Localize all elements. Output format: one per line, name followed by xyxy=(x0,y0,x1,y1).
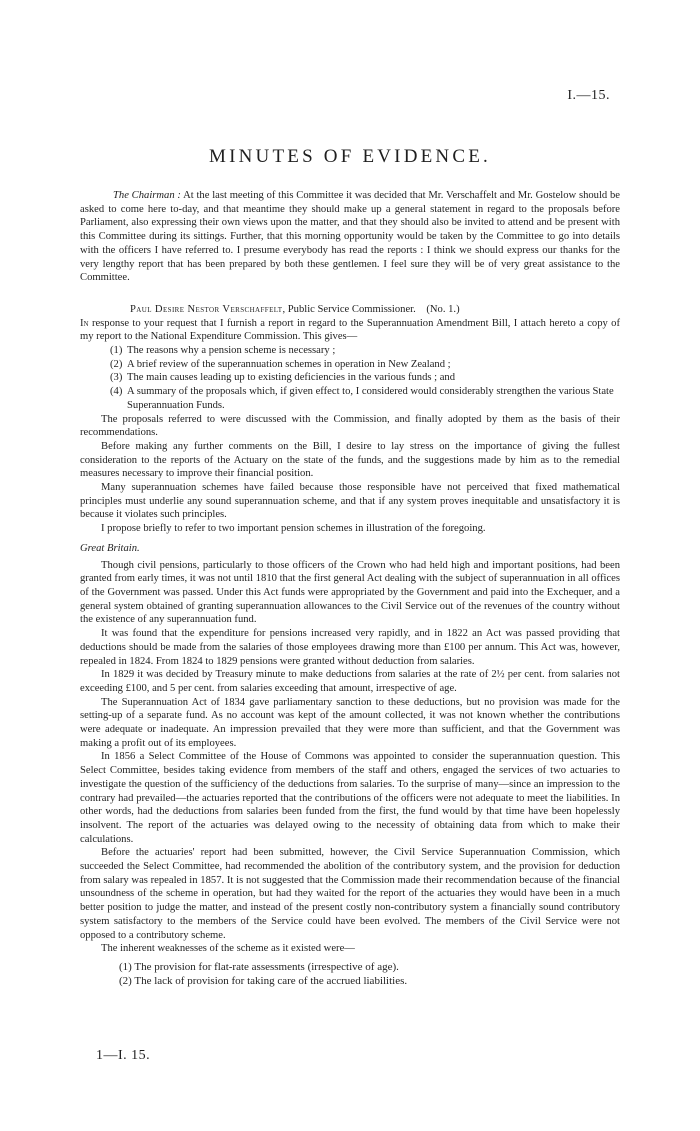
page-title: MINUTES OF EVIDENCE. xyxy=(209,146,491,167)
chairman-text: At the last meeting of this Committee it was decided that Mr. Verschaffelt and Mr. Gostelow should be asked to come here to-day, and that meantime they should make up a general statement in regard to the proposals before Parliament, also expressing their own views upon the matter, and that they should also be invited to attend and be present with this Committee during its sittings. Further, that this morning opportunity would be taken by the Committee to go into details with the officers I have referred to. I presume everybody has read the reports : I think we should express our thanks for the very lengthy report that has been prepared by both these gentlemen. I feel sure they will be of very great assistance to the Committee. xyxy=(80,190,620,284)
paragraph: I propose briefly to refer to two important pension schemes in illustration of the foregoing. xyxy=(101,523,486,535)
paragraph: In 1829 it was decided by Treasury minute to make deductions from salaries at the rate of 2½ per cent. from salaries not exceeding £100, and 5 per cent. from salaries exceeding that amount, irrespective of age. xyxy=(80,669,620,694)
paragraph: Many superannuation schemes have failed because those responsible have not perceived that fixed mathematical principles must underlie any sound superannuation scheme, and that if any system proves inequitable and unsatisfactory it is because it violates such principles. xyxy=(80,482,620,521)
list-item xyxy=(80,371,620,385)
list-item-number: (2) xyxy=(110,358,123,370)
section-heading: Great Britain. xyxy=(80,542,140,554)
paragraph: The inherent weaknesses of the scheme as it existed were— xyxy=(101,943,355,955)
list-item-text: A summary of the proposals which, if given effect to, I considered would considerably strengthen the various State Superannuation Funds. xyxy=(127,386,614,411)
sheet-reference: 1—I. 15. xyxy=(96,1048,151,1063)
paragraph: In 1856 a Select Committee of the House of Commons was appointed to consider the superannuation question. This Select Committee, besides taking evidence from members of the staff and others, engaged the services of two actuaries to investigate the question of the sufficiency of the deductions from salaries. To the surprise of many—since an impression to the contrary had prevailed—the actuaries reported that the contributions of the officers were not adequate to meet the liabilities. In other words, had the deductions from salaries been funded from the first, the fund would by that time have been hopelessly insolvent. The report of the actuaries was delayed owing to the necessity of obtaining data from which to make their calculations. xyxy=(80,751,620,845)
chairman-statement xyxy=(80,189,620,285)
document-body xyxy=(80,189,620,988)
paragraph: Before making any further comments on the Bill, I desire to lay stress on the importance of giving the fullest consideration to the reports of the Actuary on the state of the funds, and the suggestions made by him as to the remedial measures necessary to improve their financial position. xyxy=(80,440,620,480)
witness-heading xyxy=(80,303,620,317)
response-text: response to your request that I furnish a report in regard to the Superannuation Amendment Bill, I attach hereto a copy of my report to the National Expenditure Commission. This gives— xyxy=(80,317,620,343)
witness-role: , Public Service Commissioner. xyxy=(282,303,416,315)
list-item-number: (1) xyxy=(110,345,123,357)
witness-number: (No. 1.) xyxy=(426,303,460,315)
list-item xyxy=(80,344,620,358)
list-item-text: The main causes leading up to existing deficiencies in the various funds ; and xyxy=(127,372,456,384)
list-item-number: (3) xyxy=(110,372,123,384)
list-item-text: The reasons why a pension scheme is necessary ; xyxy=(127,345,336,357)
list-item: (2) The lack of provision for taking care of the accrued liabilities. xyxy=(119,974,408,987)
list-item xyxy=(80,358,620,372)
list-item-number: (4) xyxy=(110,386,123,398)
page-reference: I.—15. xyxy=(567,88,610,103)
paragraph: The proposals referred to were discussed with the Commission, and finally adopted by them as the basis of their recommendations. xyxy=(80,413,620,439)
speaker-label: The Chairman : xyxy=(113,190,181,201)
response-first-word: In xyxy=(80,317,89,329)
paragraph: Before the actuaries' report had been submitted, however, the Civil Service Superannuation Commission, which succeeded the Select Committee, had recommended the abolition of the contributory system, and the provision for deduction from salary was repealed in 1857. It is not suggested that the Commission made their recommendation because of the financial unsoundness of the scheme in operation, but had they waited for the report of the actuaries they would have been in a much better position to judge the matter, and instead of the present costly non-contributory system a financially sound contributory system satisfactory to the members of the Service could have been evolved. The members of the Civil Service were not opposed to a contributory scheme. xyxy=(80,847,620,941)
paragraph: The Superannuation Act of 1834 gave parliamentary sanction to these deductions, but no provision was made for the setting-up of a separate fund. As no account was kept of the amount collected, it was not known whether the contributions were adequate or inadequate. An impression prevailed that they were more than sufficient, and that the Government was making a profit out of its employees. xyxy=(80,696,620,749)
witness-name: Paul Desire Nestor Verschaffelt xyxy=(130,303,283,315)
response-paragraph xyxy=(80,317,620,344)
list-item xyxy=(80,385,620,412)
list-item-text: A brief review of the superannuation schemes in operation in New Zealand ; xyxy=(127,358,451,370)
weakness-list xyxy=(80,960,620,988)
gives-list xyxy=(80,344,620,413)
paragraph: It was found that the expenditure for pensions increased very rapidly, and in 1822 an Act was passed providing that deductions should be made from the salaries of those employees drawing more than £100 per annum. This Act was, however, repealed in 1824. From 1824 to 1829 pensions were granted without deduction from salaries. xyxy=(80,628,620,667)
list-item: (1) The provision for flat-rate assessments (irrespective of age). xyxy=(119,960,399,973)
paragraph: Though civil pensions, particularly to those officers of the Crown who had held high and important positions, had been granted from early times, it was not until 1810 that the first general Act dealing with the subject of superannuation in all offices of the Government was passed. Under this Act funds were appropriated by the Government and paid into the Exchequer, and a general system obtained of granting superannuation allowances to the Civil Service out of the revenues of the country without the existence of any superannuation fund. xyxy=(80,559,620,626)
